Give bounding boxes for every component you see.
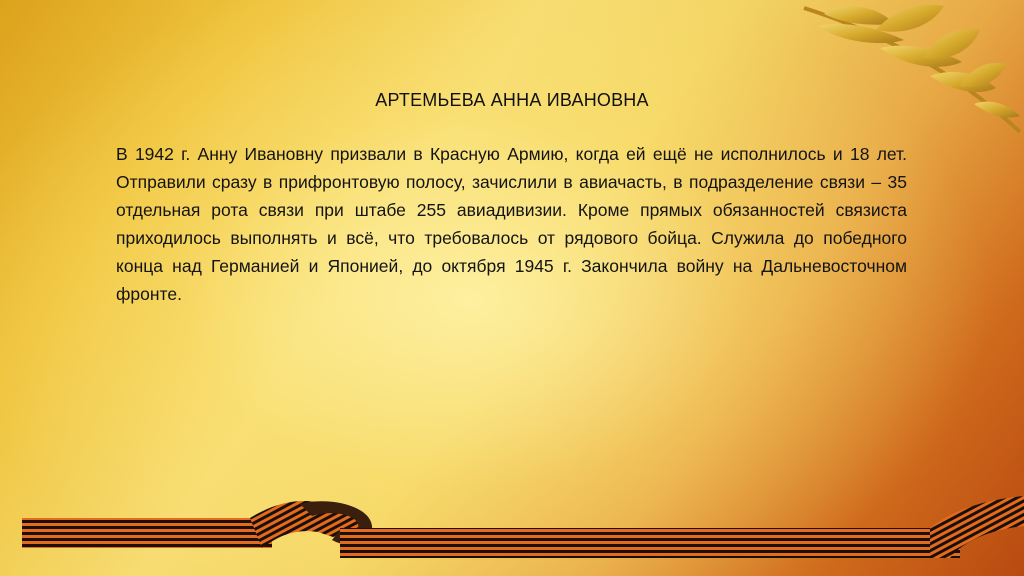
biography-paragraph: В 1942 г. Анну Ивановну призвали в Красную Армию, когда ей ещё не исполнилось и 18 лет. Отправили сразу в прифронтовую полосу, зачислили в авиачасть, в подразделение связи – 35 отдельная рота связи при штабе 255 авиадивизии. Кроме прямых обязанностей связиста приходилось выполнять и всё, что требовалось от рядового бойца. Служила до победного конца над Германией и Японией, до октября 1945 г. Закончила войну на Дальневосточном фронте. bbox=[116, 144, 907, 304]
page-title: АРТЕМЬЕВА АННА ИВАНОВНА bbox=[375, 90, 649, 110]
st-george-ribbon bbox=[0, 466, 1024, 576]
laurel-branch-icon bbox=[784, 0, 1024, 150]
